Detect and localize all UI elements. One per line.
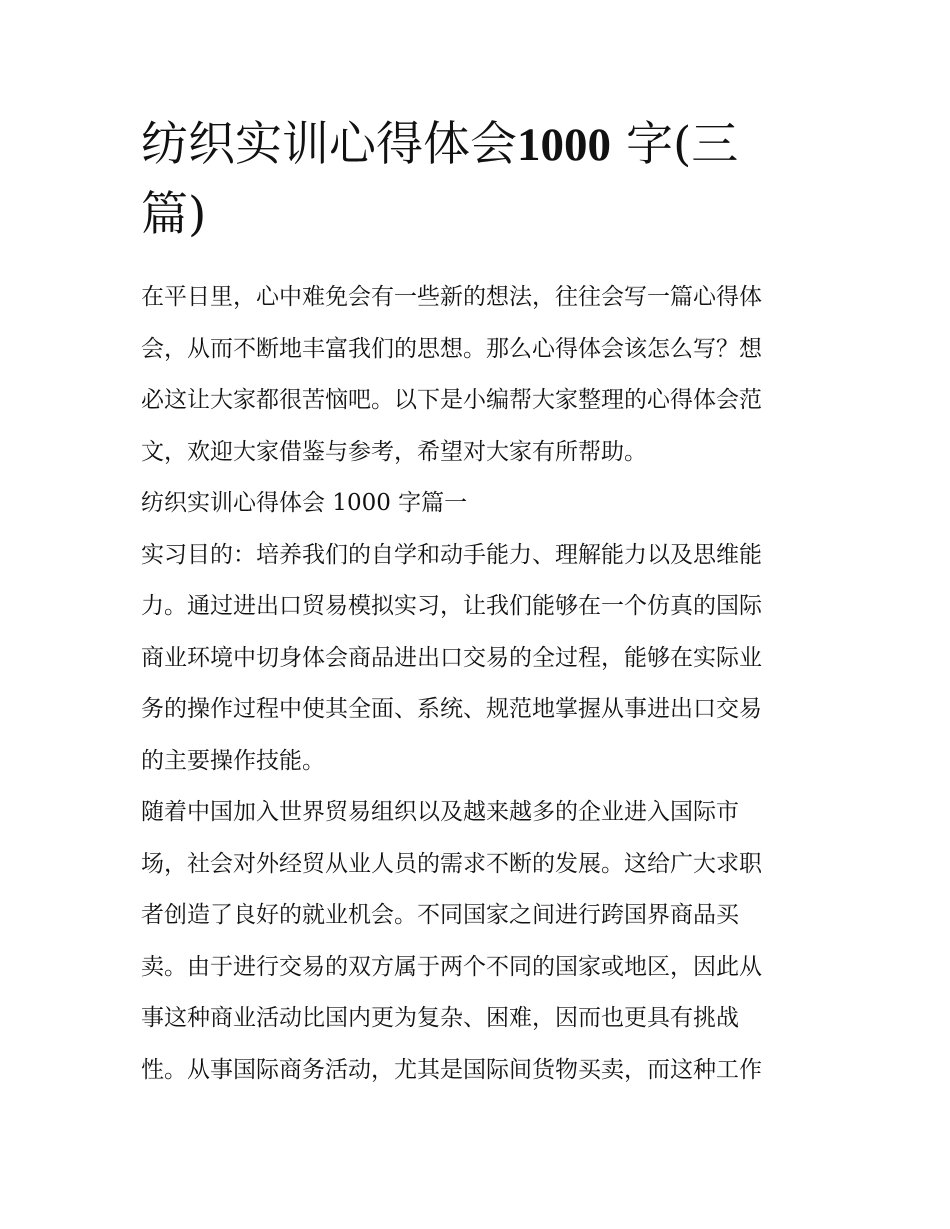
paragraph-line: 会，从而不断地丰富我们的思想。那么心得体会该怎么写？想: [141, 335, 762, 362]
paragraph-line: 必这让大家都很苦恼吧。以下是小编帮大家整理的心得体会范: [141, 387, 762, 413]
paragraph-line: 性。从事国际商务活动，尤其是国际间货物买卖，而这种工作: [141, 1056, 762, 1083]
paragraph-line: 事这种商业活动比国内更为复杂、困难，因而也更具有挑战: [141, 1005, 739, 1031]
paragraph-line: 随着中国加入世界贸易组织以及越来越多的企业进入国际市: [141, 799, 739, 825]
section-heading: 纺织实训心得体会 1000 字篇一: [141, 490, 468, 516]
title-text: 纺织实训心得体会: [141, 117, 517, 172]
purpose-paragraph: [141, 530, 813, 788]
paragraph-line: 场，社会对外经贸从业人员的需求不断的发展。这给广大求职: [141, 850, 762, 877]
title-number: 1000: [517, 119, 611, 171]
paragraph-line: 文，欢迎大家借鉴与参考，希望对大家有所帮助。: [141, 438, 647, 465]
paragraph-line: 商业环境中切身体会商品进出口交易的全过程，能够在实际业: [141, 644, 762, 671]
title-suffix: 字(三: [611, 117, 739, 172]
paragraph-line: 者创造了良好的就业机会。不同国家之间进行跨国界商品买: [141, 902, 739, 928]
paragraph-line: 卖。由于进行交易的双方属于两个不同的国家或地区，因此从: [141, 953, 762, 980]
paragraph-line: 在平日里，心中难免会有一些新的想法，往往会写一篇心得体: [141, 284, 762, 310]
paragraph-line: 实习目的：培养我们的自学和动手能力、理解能力以及思维能: [141, 541, 762, 568]
body-paragraph: [141, 787, 813, 1096]
intro-paragraph: [141, 272, 813, 478]
paragraph-line: 力。通过进出口贸易模拟实习，让我们能够在一个仿真的国际: [141, 593, 762, 619]
document-page: [141, 110, 813, 1096]
title-line-2: 篇): [141, 187, 207, 242]
paragraph-line: 的主要操作技能。: [141, 747, 325, 774]
document-title: [141, 110, 813, 250]
paragraph-line: 务的操作过程中使其全面、系统、规范地掌握从事进出口交易: [141, 696, 762, 722]
